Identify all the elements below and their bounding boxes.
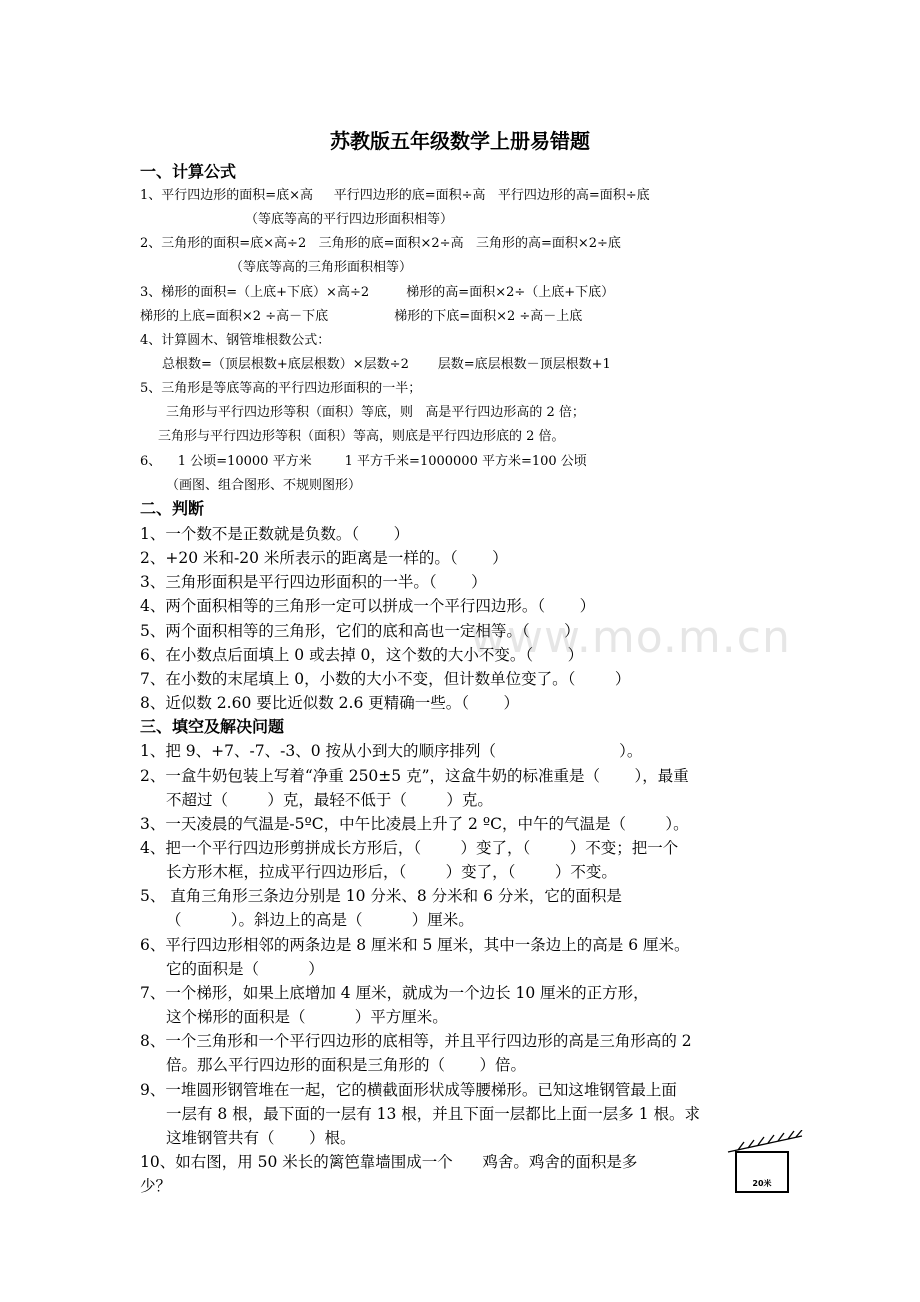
problem-line: （ ）。斜边上的高是（ ）厘米。 [166, 911, 474, 929]
judge-item: 7、在小数的末尾填上 0，小数的大小不变，但计数单位变了。（ ） [140, 670, 631, 688]
problem-line: 2、一盒牛奶包装上写着“净重 250±5 克”，这盒牛奶的标准重是（ ），最重 [140, 767, 689, 785]
formula-line: 三角形与平行四边形等积（面积）等底，则 高是平行四边形高的 2 倍； [166, 405, 585, 420]
problem-line: 5、 直角三角形三条边分别是 10 分米、8 分米和 6 分米，它的面积是 [140, 887, 622, 905]
judge-item: 5、两个面积相等的三角形，它们的底和高也一定相等。（ ） [140, 622, 580, 640]
formula-line: 2、三角形的面积=底×高÷2 三角形的底=面积×2÷高 三角形的高=面积×2÷底 [140, 236, 621, 251]
judge-item: 1、一个数不是正数就是负数。（ ） [140, 525, 410, 543]
formula-line: （画图、组合图形、不规则图形） [166, 478, 362, 493]
formula-line: 1、平行四边形的面积=底×高 平行四边形的底=面积÷高 平行四边形的高=面积÷底 [140, 188, 650, 203]
formula-line: 5、三角形是等底等高的平行四边形面积的一半； [140, 381, 422, 396]
problem-line: 4、把一个平行四边形剪拼成长方形后，（ ）变了，（ ）不变；把一个 [140, 839, 679, 857]
problem-line: 1、把 9、+7、-7、-3、0 按从小到大的顺序排列（ ）。 [140, 742, 643, 760]
judge-item: 6、在小数点后面填上 0 或去掉 0，这个数的大小不变。（ ） [140, 646, 584, 664]
problem-line: 8、一个三角形和一个平行四边形的底相等，并且平行四边形的高是三角形高的 2 [140, 1032, 692, 1050]
problem-line: 这个梯形的面积是（ ）平方厘米。 [166, 1008, 448, 1026]
problem-line: 9、一堆圆形钢管堆在一起，它的横截面形状成等腰梯形。已知这堆钢管最上面 [140, 1081, 677, 1099]
problem-line: 7、一个梯形，如果上底增加 4 厘米，就成为一个边长 10 厘米的正方形， [140, 984, 649, 1002]
formula-line: （等底等高的三角形面积相等） [230, 260, 413, 275]
problem-line: 一层有 8 根，最下面的一层有 13 根，并且下面一层都比上面一层多 1 根。求 [166, 1105, 701, 1123]
wall-hatching [728, 1130, 802, 1152]
problem-line: 少？ [140, 1177, 172, 1195]
judge-item: 8、近似数 2.60 要比近似数 2.6 更精确一些。（ ） [140, 694, 519, 712]
formula-line: （等底等高的平行四边形面积相等） [245, 212, 454, 227]
section2-heading: 二、判断 [140, 499, 205, 518]
formula-line: 4、计算圆木、钢管堆根数公式： [140, 333, 331, 348]
coop-length-label: 20米 [752, 1179, 772, 1188]
chicken-coop-diagram [724, 1130, 810, 1194]
section3-heading: 三、填空及解决问题 [140, 717, 285, 736]
judge-item: 2、+20 米和-20 米所表示的距离是一样的。（ ） [140, 549, 508, 567]
formula-line: 6、 1 公顷=10000 平方米 1 平方千米=1000000 平方米=100 公顷 [140, 454, 587, 469]
formula-line: 三角形与平行四边形等积（面积）等高，则底是平行四边形底的 2 倍。 [158, 429, 565, 444]
problem-line: 倍。那么平行四边形的面积是三角形的（ ）倍。 [166, 1056, 526, 1074]
page-title: 苏教版五年级数学上册易错题 [330, 129, 590, 153]
formula-line: 3、梯形的面积=（上底+下底）×高÷2 梯形的高=面积×2÷（上底+下底） [140, 285, 615, 300]
problem-line: 长方形木框，拉成平行四边形后，（ ）变了，（ ）不变。 [166, 863, 617, 881]
problem-line: 这堆钢管共有（ ）根。 [166, 1129, 356, 1147]
problem-line: 它的面积是（ ） [166, 960, 324, 978]
problem-line: 10、如右图，用 50 米长的篱笆靠墙围成一个 鸡舍。鸡舍的面积是多 [140, 1153, 638, 1171]
judge-item: 3、三角形面积是平行四边形面积的一半。（ ） [140, 573, 487, 591]
problem-line: 6、平行四边形相邻的两条边是 8 厘米和 5 厘米，其中一条边上的高是 6 厘米。 [140, 936, 690, 954]
problem-line: 3、一天凌晨的气温是-5ºC，中午比凌晨上升了 2 ºC，中午的气温是（ ）。 [140, 815, 689, 833]
problem-line: 不超过（ ）克，最轻不低于（ ）克。 [166, 791, 493, 809]
section1-heading: 一、计算公式 [140, 162, 237, 181]
judge-item: 4、两个面积相等的三角形一定可以拼成一个平行四边形。（ ） [140, 597, 596, 615]
formula-line: 总根数=（顶层根数+底层根数）×层数÷2 层数=底层根数－顶层根数+1 [162, 357, 611, 372]
watermark: www.mo.m.cn [470, 612, 791, 663]
formula-line: 梯形的上底=面积×2 ÷高－下底 梯形的下底=面积×2 ÷高－上底 [140, 309, 583, 324]
